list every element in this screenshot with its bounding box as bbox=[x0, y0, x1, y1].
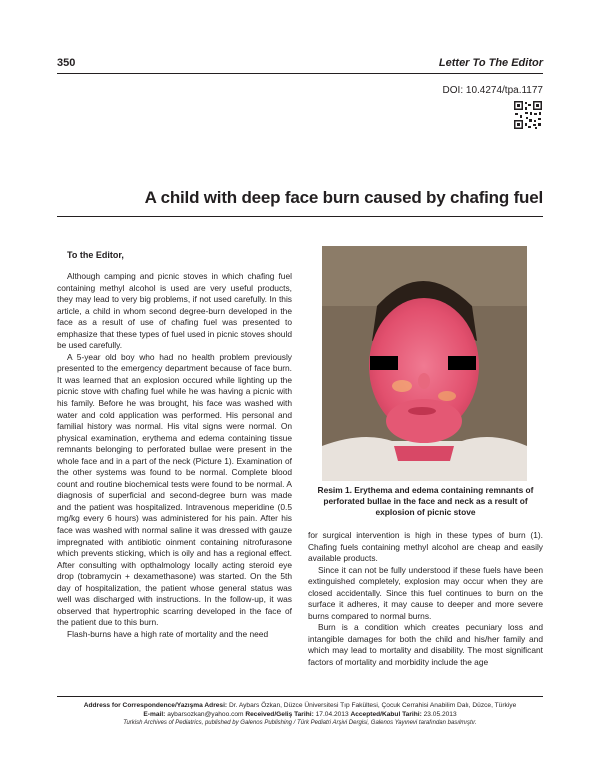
paragraph: for surgical intervention is high in these types of burn (1). Chafing fuels containing methyl alcohol are cheap and easily available products. bbox=[308, 530, 543, 564]
paragraph: Flash-burns have a high rate of mortality and the need bbox=[67, 628, 269, 639]
correspondence-line bbox=[57, 701, 543, 710]
doi-link[interactable]: DOI: 10.4274/tpa.1177 bbox=[442, 85, 543, 96]
left-column bbox=[57, 271, 292, 641]
dates-line bbox=[57, 710, 543, 719]
patient-photo bbox=[322, 246, 527, 481]
header-rule bbox=[57, 73, 543, 74]
journal-section: Letter To The Editor bbox=[438, 57, 543, 69]
right-column bbox=[308, 530, 543, 669]
paragraph: Since it can not be fully understood if these fuels have been extinguished completely, explosion may occur when they are closed accidentally. Since this fuel continues to burn on the surface it adheres, it may cause to deeper and more severe burns compared to normal burns. bbox=[308, 564, 543, 621]
paragraph: Burn is a condition which creates pecuniary loss and intangible damages for both the child and his/her family and which may lead to mortality and disability. The most significant factors of mortality and morbidity include the age bbox=[308, 622, 543, 668]
footer-rule bbox=[57, 696, 543, 697]
received-value: 17.04.2013 bbox=[313, 711, 351, 718]
article-title: A child with deep face burn caused by chafing fuel bbox=[144, 188, 543, 207]
accepted-label: Accepted/Kabul Tarihi: bbox=[350, 711, 422, 718]
title-rule bbox=[57, 216, 543, 217]
paragraph: A 5-year old boy who had no health problem previously presented to the emergency department because of face burn. It was learned that an explosion occured while lighting up the picnic stove with chafing fuel while he was having a picnic with his family. Before he was brought, his face was washed with water and cold application was performed. His personal and familial history was normal. His vital signs were normal. On physical examination, erythema and edema containing tissue remnants belonging to perforated bullae were present in the whole face and in a part of the neck (Picture 1). Examination of the other systems was found to be normal. Complete blood count and routine biochemical tests were found to be normal. A diagnosis of superficial and second-degree burn was made and the patient was hospitalized. Intravenous meperidine (0.5 mg/kg every 6 hours) was administered for his pain. After his face was washed with normal saline it was dressed with gauze impregnated with antibiotic oinment containing nitrofurasone which prevents sticking, which is oily and has a regional effect. After consulting with opthalmology locally acting steroid eye drop (tobramycin + dexamethasone) was started. On the 5th day of hospitalization, the patient whose general status was well was discharged with instructions. In the follow-up, it was observed that hypertrophic scarring developed in the face of the patient due to this burn. bbox=[57, 351, 292, 628]
figure-caption: Resim 1. Erythema and edema containing remnants of perforated bullae in the face and neck as a result of explosion of picnic stove bbox=[317, 485, 534, 517]
page-number: 350 bbox=[57, 57, 76, 69]
accepted-value: 23.05.2013 bbox=[421, 711, 457, 718]
paragraph: Although camping and picnic stoves in which chafing fuel containing methyl alcohol is used are very useful products, they may lead to very big problems, if not used carefully. In this article, a child in whom second degree-burn developed in the face as a result of use of chafing fuel was presented to emphasize that these types of fuel used in picnic stoves should be used carefully. bbox=[57, 271, 292, 351]
email-label: E-mail: bbox=[143, 711, 166, 718]
correspondence-label: Address for Correspondence/Yazışma Adresi: bbox=[83, 702, 228, 709]
correspondence-text: Dr. Aybars Özkan, Düzce Üniversitesi Tıp Fakültesi, Çocuk Cerrahisi Anabilim Dalı, Düzce, Türkiye bbox=[227, 702, 517, 709]
salutation: To the Editor, bbox=[67, 250, 124, 260]
footer bbox=[57, 701, 543, 728]
email-value[interactable]: aybarsozkan@yahoo.com bbox=[165, 711, 246, 718]
publisher-line: Turkish Archives of Pediatrics, published by Galenos Publishing / Türk Pediatri Arşivi Dergisi, Galenos Yayınevi tarafından basılmıştır. bbox=[123, 720, 477, 726]
qr-code-icon bbox=[513, 100, 543, 130]
received-label: Received/Geliş Tarihi: bbox=[245, 711, 314, 718]
